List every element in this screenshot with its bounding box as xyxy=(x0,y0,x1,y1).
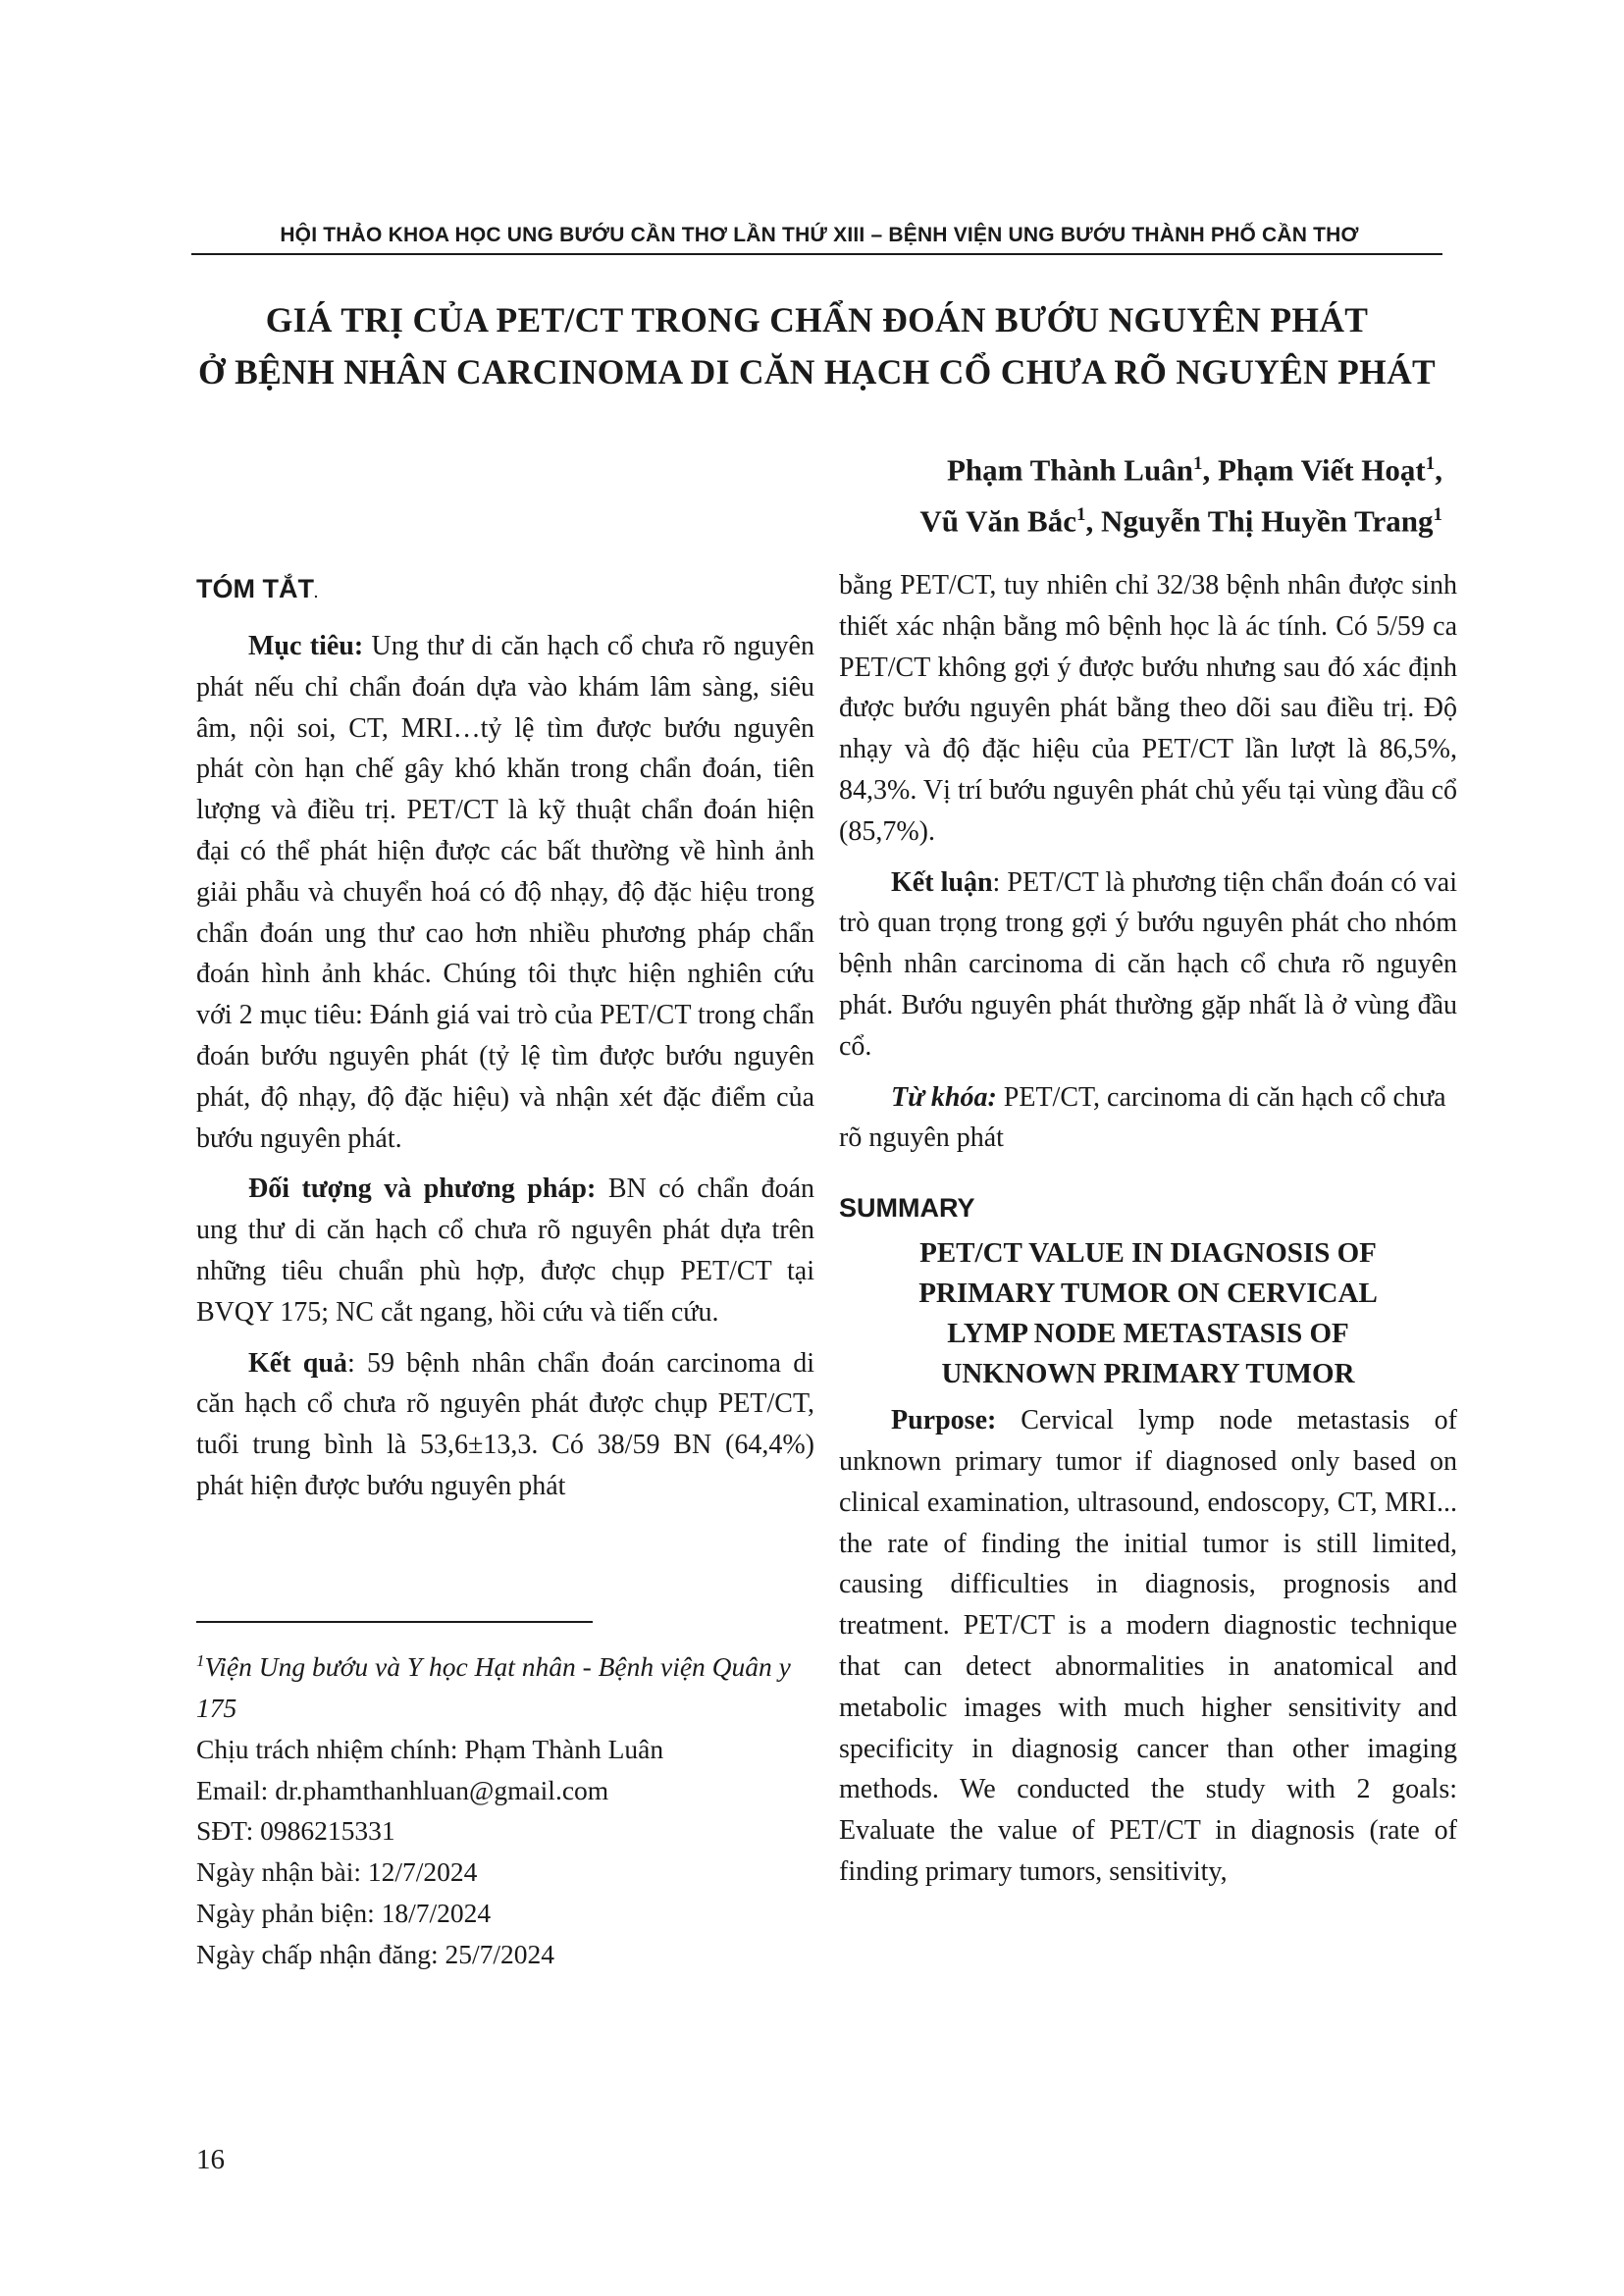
objective-label: Mục tiêu: xyxy=(248,631,364,661)
results-paragraph xyxy=(196,1343,814,1507)
results-label: Kết quả xyxy=(248,1347,347,1379)
author-name: Phạm Viết Hoạt xyxy=(1217,452,1426,488)
author-separator: , xyxy=(1202,452,1218,488)
article-title xyxy=(191,294,1442,398)
corresponding-author: Chịu trách nhiệm chính: Phạm Thành Luân xyxy=(196,1733,664,1764)
purpose-paragraph xyxy=(839,1400,1457,1893)
results-text: : 59 bệnh nhân chẩn đoán carcinoma di căn hạch cổ chưa rõ nguyên phát được chụp PET/CT, tuổi trung bình là 53,6±13,3. Có 38/59 BN (64,4%) phát hiện được bướu nguyên phát xyxy=(196,1347,814,1501)
accepted-date: Ngày chấp nhận đăng: 25/7/2024 xyxy=(196,1938,555,1969)
conclusion-label: Kết luận xyxy=(891,866,993,898)
page-number: 16 xyxy=(196,2144,225,2175)
affiliation-mark: 1 xyxy=(1075,504,1086,526)
methods-text: BN có chẩn đoán ung thư di căn hạch cổ chưa rõ nguyên phát dựa trên những tiêu chuẩn phù hợp, được chụp PET/CT tại BVQY 175; NC cắt ngang, hồi cứu và tiến cứu. xyxy=(196,1174,814,1328)
title-line-1: GIÁ TRỊ CỦA PET/CT TRONG CHẨN ĐOÁN BƯỚU NGUYÊN PHÁT xyxy=(265,300,1369,339)
english-title: PET/CT VALUE IN DIAGNOSIS OF PRIMARY TUMOR ON CERVICAL LYMP NODE METASTASIS OF UNKNOWN PRIMARY TUMOR xyxy=(918,1237,1378,1390)
header-rule xyxy=(191,253,1442,255)
author-name: Nguyễn Thị Huyền Trang xyxy=(1100,503,1434,539)
right-column xyxy=(839,565,1457,1903)
methods-label: Đối tượng và phương pháp: xyxy=(248,1174,597,1205)
affiliation-note: $^1$Viện Ung bướu và Y học Hạt nhân - Bệnh viện Quân y 175 xyxy=(196,1651,791,1723)
affiliation-mark: 1 xyxy=(1425,453,1436,474)
phone-line: SĐT: 0986215331 xyxy=(196,1815,395,1847)
footnotes xyxy=(196,1641,814,1975)
methods-paragraph xyxy=(196,1169,814,1332)
author-list xyxy=(746,442,1442,545)
keywords-paragraph xyxy=(839,1077,1457,1160)
keywords-label: Từ khóa: xyxy=(891,1081,997,1113)
reviewed-date: Ngày phản biện: 18/7/2024 xyxy=(196,1897,492,1928)
author-separator: , xyxy=(1085,503,1101,539)
objective-text: Ung thư di căn hạch cổ chưa rõ nguyên phát nếu chỉ chẩn đoán dựa vào khám lâm sàng, siêu âm, nội soi, CT, MRI…tỷ lệ tìm được bướu nguyên phát còn hạn chế gây khó khăn trong chẩn đoán, tiên lượng và điều trị. PET/CT là kỹ thuật chẩn đoán hiện đại có thể phát hiện được các bất thường về hình ảnh giải phẫu và chuyển hoá có độ nhạy, độ đặc hiệu trong chẩn đoán ung thư cao hơn nhiều phương pháp chẩn đoán hình ảnh khác. Chúng tôi thực hiện nghiên cứu với 2 mục tiêu: Đánh giá vai trò của PET/CT trong chẩn đoán bướu nguyên phát (tỷ lệ tìm được bướu nguyên phát, độ nhạy, độ đặc hiệu) và nhận xét đặc điểm của bướu nguyên phát. xyxy=(196,631,814,1154)
objective-paragraph xyxy=(196,626,814,1159)
abstract-vi-heading: TÓM TẮT. xyxy=(196,574,318,603)
running-header: HỘI THẢO KHOA HỌC UNG BƯỚU CẦN THƠ LẦN THỨ XIII – BỆNH VIỆN UNG BƯỚU THÀNH PHỐ CẦN THƠ xyxy=(280,224,1359,246)
author-line-2 xyxy=(746,493,1442,544)
left-column xyxy=(196,569,814,1517)
conclusion-text: : PET/CT là phương tiện chẩn đoán có vai trò quan trọng trong gợi ý bướu nguyên phát cho nhóm bệnh nhân carcinoma di căn hạch cổ chưa rõ nguyên phát. Bướu nguyên phát thường gặp nhất là ở vùng đầu cổ. xyxy=(839,866,1457,1062)
author-name: Phạm Thành Luân xyxy=(946,452,1193,488)
conclusion-paragraph xyxy=(839,862,1457,1068)
keywords-text: PET/CT, carcinoma di căn hạch cổ chưa rõ nguyên phát xyxy=(839,1081,1446,1154)
footnote-rule xyxy=(196,1621,593,1623)
author-line-1: Phạm Thành Luân$^1$, Phạm Viết Hoạt$^1$, xyxy=(946,452,1442,488)
email-line: Email: dr.phamthanhluan@gmail.com xyxy=(196,1774,609,1805)
summary-heading: SUMMARY xyxy=(839,1193,975,1224)
affiliation-mark: 1 xyxy=(1192,453,1203,474)
purpose-text: Cervical lymp node metastasis of unknown primary tumor if diagnosed only based on clinical examination, ultrasound, endoscopy, CT, MRI... the rate of finding the initial tumor is still limited, causing difficulties in diagnosis, prognosis and treatment. PET/CT is a modern diagnostic technique that can detect abnormalities in anatomical and metabolic images with much higher sensitivity and specificity in diagnosig cancer than other imaging methods. We conducted the study with 2 goals: Evaluate the value of PET/CT in diagnosis (rate of finding primary tumors, sensitivity, xyxy=(839,1405,1457,1887)
results-continued: bằng PET/CT, tuy nhiên chỉ 32/38 bệnh nhân được sinh thiết xác nhận bằng mô bệnh học là ác tính. Có 5/59 ca PET/CT không gợi ý được bướu nhưng sau đó xác định được bướu nguyên phát bằng theo dõi sau điều trị. Độ nhạy và độ đặc hiệu của PET/CT lần lượt là 86,5%, 84,3%. Vị trí bướu nguyên phát chủ yếu tại vùng đầu cổ (85,7%). xyxy=(839,570,1457,847)
author-name: Vũ Văn Bắc xyxy=(919,503,1076,539)
affiliation-mark: 1 xyxy=(1433,504,1442,526)
purpose-label: Purpose: xyxy=(891,1405,997,1436)
received-date: Ngày nhận bài: 12/7/2024 xyxy=(196,1856,478,1888)
title-line-2: Ở BỆNH NHÂN CARCINOMA DI CĂN HẠCH CỔ CHƯA RÕ NGUYÊN PHÁT xyxy=(198,352,1436,391)
